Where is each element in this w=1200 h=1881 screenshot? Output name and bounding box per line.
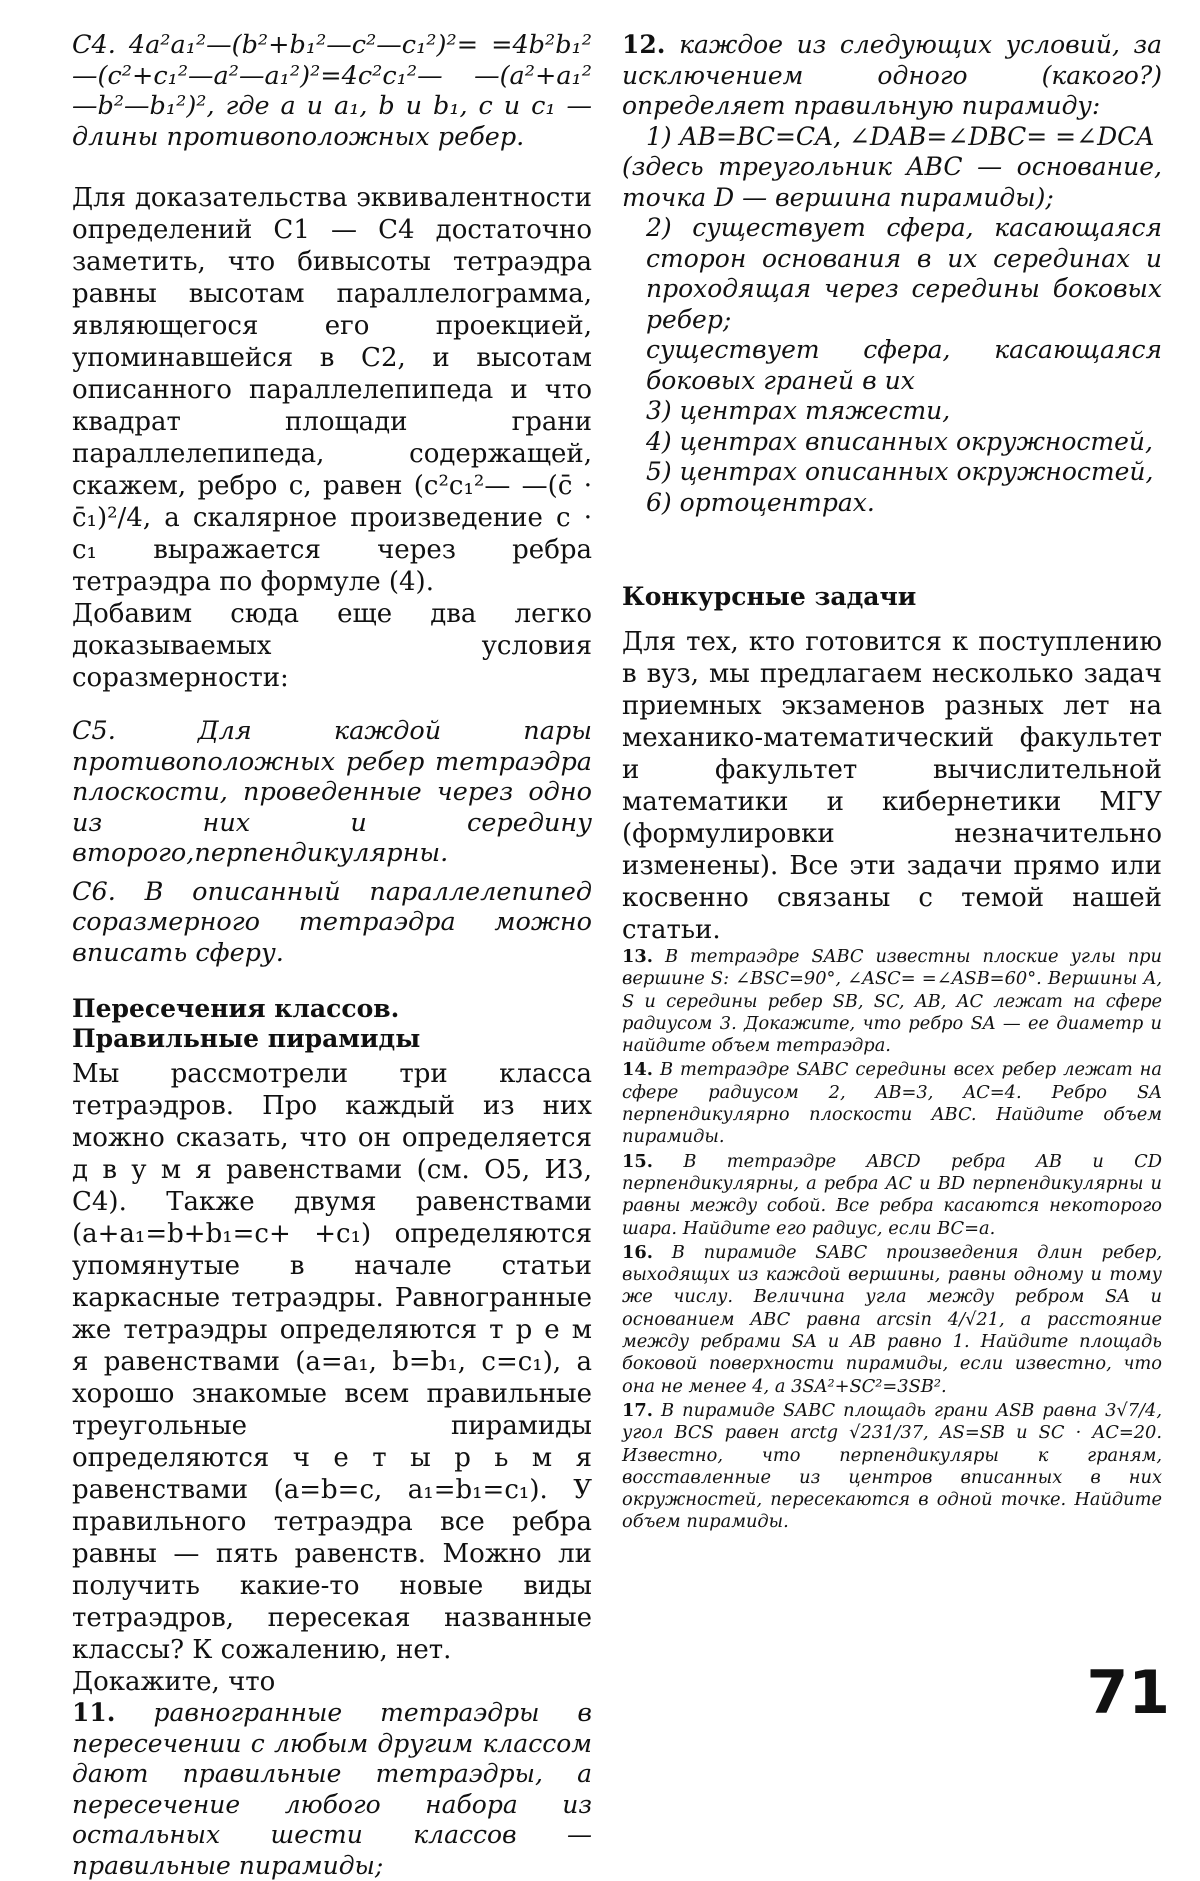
task-17-text: В пирамиде SABC площадь грани ASB равна 3√7/4, угол BCS равен arctg √231/37, AS=SB и SC · AC=20. Известно, что перпендикуляры к граням, восставленные из центров вписанных в них окружностей, пересекаются в одной точке. Найдите объем пирамиды. — [622, 1399, 1162, 1533]
problem-12-number: 12. — [622, 30, 666, 59]
task-14 — [622, 1059, 1162, 1148]
proof-paragraph: Для доказательства эквивалентности определений С1 — С4 достаточно заметить, что бивысоты тетраэдра равны высотам параллелограмма, являющегося его проекцией, упоминавшейся в С2, и высотам описанного параллелепипеда и что квадрат площади грани параллелепипеда, содержащей, скажем, ребро c, равен (c²c₁²— —(c̄ · c̄₁)²/4, а скалярное произведение c · c₁ выражается через ребра тетраэдра по формуле (4). — [72, 183, 592, 597]
prove-line: Докажите, что — [72, 1667, 276, 1697]
section-heading-line2: Правильные пирамиды — [72, 1024, 421, 1053]
spacer — [72, 694, 592, 716]
item-5: 5) центрах описанных окружностей, — [646, 457, 1154, 486]
task-13 — [622, 946, 1162, 1057]
spacer — [622, 518, 1162, 582]
task-13-number: 13. — [622, 946, 653, 967]
item-1-note: (здесь треугольник ABC — основание, точка D — вершина пирамиды); — [622, 152, 1162, 212]
problem-12 — [622, 30, 1162, 122]
item-2: 2) существует сфера, касающаяся сторон основания в их серединах и проходящая через середины боковых ребер; — [646, 213, 1162, 334]
task-15-number: 15. — [622, 1150, 653, 1172]
problem-11-text: равногранные тетраэдры в пересечении с любым другим классом дают правильные тетраэдры, а пересечение любого набора из остальных шести классов — правильные пирамиды; — [72, 1698, 592, 1880]
item-6: 6) ортоцентрах. — [646, 487, 875, 517]
task-16 — [622, 1242, 1162, 1398]
task-13-text: В тетраэдре SABC известны плоские углы при вершине S: ∠BSC=90°, ∠ASC= =∠ASB=60°. Вершины A, S и середины ребер SB, SC, AB, AC лежат на сфере радиусом 3. Докажите, что ребро SA — ее диаметр и найдите объем тетраэдра. — [622, 946, 1163, 1057]
spacer — [72, 976, 592, 994]
task-15-text: В тетраэдре ABCD ребра AB и CD перпендикулярны, а ребра AC и BD перпендикулярны и равны между собой. Все ребра касаются некоторого шара. Найдите его радиус, если BC=a. — [622, 1150, 1163, 1239]
item-3: 3) центрах тяжести, — [646, 396, 951, 425]
item-1: 1) AB=BC=CA, ∠DAB=∠DBC= =∠DCA — [646, 121, 1155, 151]
right-column — [622, 30, 1162, 1536]
classes-paragraph: Мы рассмотрели три класса тетраэдров. Про каждый из них можно сказать, что он определяется д в у м я равенствами (см. О5, И3, С4). Также двумя равенствами (a+a₁=b+b₁=c+ +c₁) определяются упомянутые в начале статьи каркасные тетраэдры. Равногранные же тетраэдры определяются т р е м я равенствами (a=a₁, b=b₁, c=c₁), а хорошо знакомые всем правильные треугольные пирамиды определяются ч е т ы р ь м я равенствами (a=b=c, a₁=b₁=c₁). У правильного тетраэдра все ребра равны — пять равенств. Можно ли получить какие-то новые виды тетраэдров, пересекая названные классы? К сожалению, нет. — [72, 1059, 592, 1665]
condition-c5: С5. Для каждой пары противоположных ребер тетраэдра плоскости, проведенные через одно из них и середину второго,перпендикулярны. — [72, 716, 592, 868]
problem-11 — [72, 1698, 592, 1881]
task-15 — [622, 1151, 1162, 1240]
task-14-text: В тетраэдре SABC середины всех ребер лежат на сфере радиусом 2, AB=3, AC=4. Ребро SA перпендикулярно плоскости ABC. Найдите объем пирамиды. — [622, 1059, 1162, 1148]
task-17 — [622, 1400, 1162, 1534]
problem-12-text: каждое из следующих условий, за исключением одного (какого?) определяет правильную пирамиду: — [622, 30, 1162, 120]
item-4: 4) центрах вписанных окружностей, — [646, 426, 1153, 456]
page-number: 71 — [1086, 1658, 1170, 1728]
task-16-number: 16. — [622, 1241, 653, 1263]
condition-c6: С6. В описанный параллелепипед соразмерного тетраэдра можно вписать сферу. — [72, 876, 592, 968]
left-column — [72, 30, 592, 1881]
task-16-text: В пирамиде SABC произведения длин ребер, выходящих из каждой вершины, равны одному и тому же числу. Величина угла между ребром SA и основанием ABC равна arcsin 4/√21, а расстояние между ребрами SA и AB равно 1. Найдите площадь боковой поверхности пирамиды, если известно, что она не менее 4, а 3SA²+SC²=3SB². — [622, 1241, 1162, 1397]
task-14-number: 14. — [622, 1059, 653, 1081]
add-paragraph: Добавим сюда еще два легко доказываемых условия соразмерности: — [72, 599, 592, 693]
spacer — [72, 160, 592, 182]
task-17-number: 17. — [622, 1399, 653, 1421]
condition-c4: С4. 4a²a₁²—(b²+b₁²—c²—c₁²)²= =4b²b₁²—(c²+c₁²—a²—a₁²)²=4c²c₁²— —(a²+a₁²—b²—b₁²)², где a и a₁, b и b₁, c и c₁ — длины противоположных ребер. — [72, 30, 592, 152]
contest-intro: Для тех, кто готовится к поступлению в вуз, мы предлагаем несколько задач приемных экзаменов разных лет на механико-математический факультет и факультет вычислительной математики и кибернетики МГУ (формулировки незначительно изменены). Все эти задачи прямо или косвенно связаны с темой нашей статьи. — [622, 627, 1162, 945]
item-sphere: существует сфера, касающаяся боковых граней в их — [646, 335, 1162, 395]
problem-11-number: 11. — [72, 1698, 116, 1727]
section-heading-line1: Пересечения классов. — [72, 994, 400, 1023]
contest-heading: Конкурсные задачи — [622, 582, 917, 611]
